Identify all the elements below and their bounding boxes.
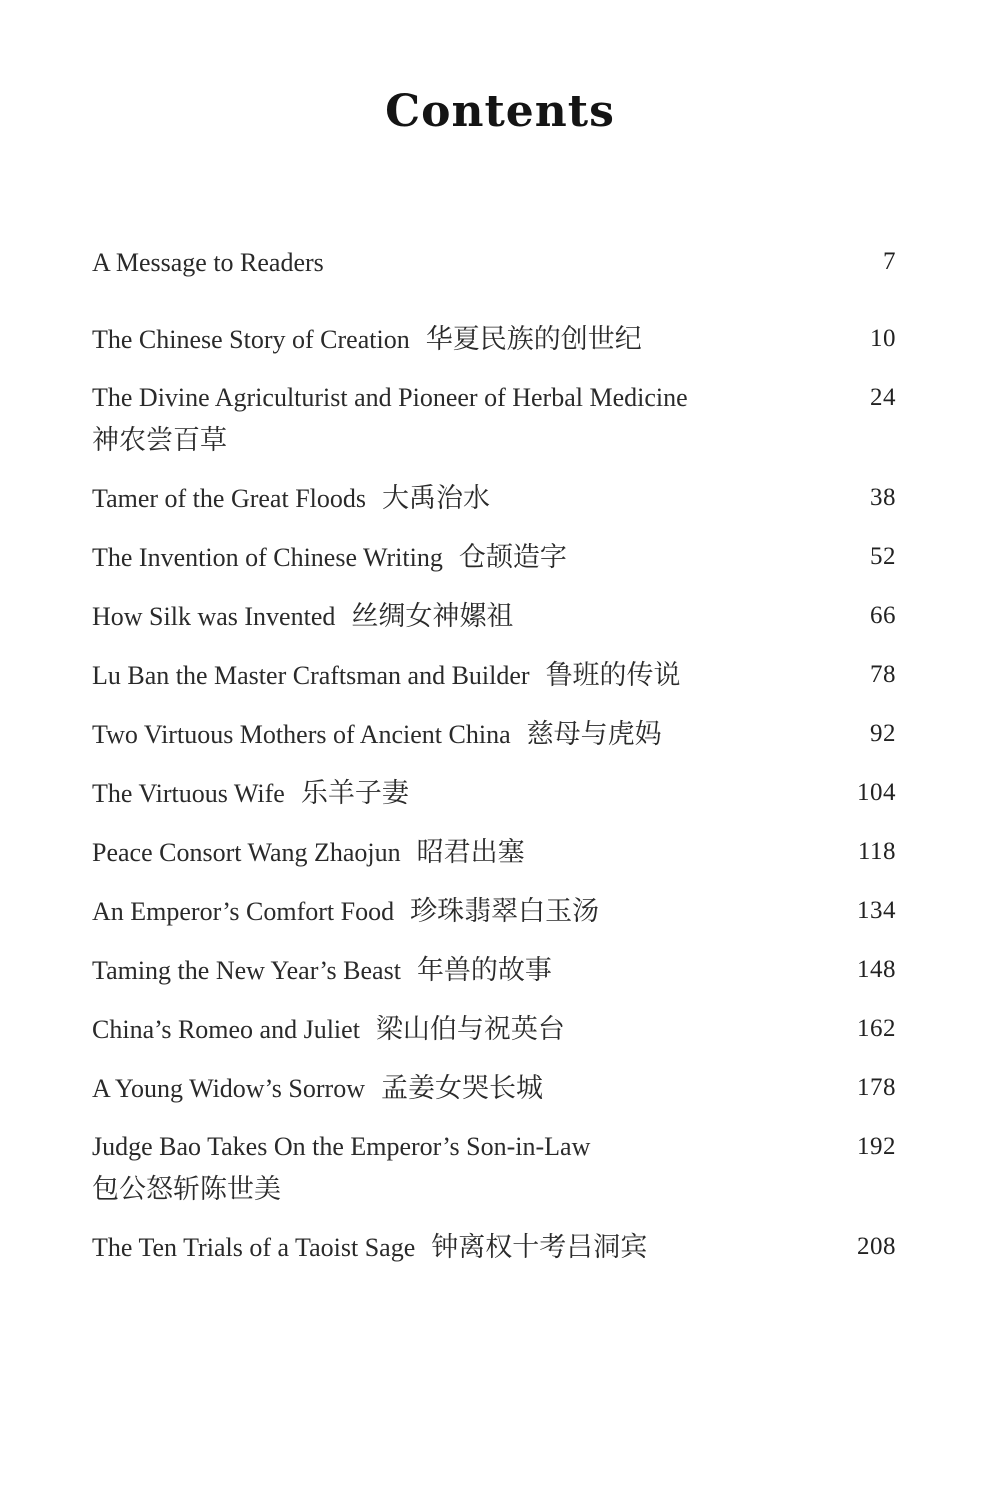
toc-entry (92, 318, 896, 361)
toc-entry-page: 38 (870, 484, 896, 511)
toc-entry-title (92, 536, 567, 579)
toc-entry-title (92, 890, 599, 933)
toc-entry-page: 192 (857, 1133, 896, 1160)
toc-entry-title (92, 949, 552, 992)
toc-entry-page: 92 (870, 720, 896, 747)
toc-entry-title (92, 1008, 565, 1051)
toc-entry-page: 52 (870, 543, 896, 570)
toc-entry-title-en: Peace Consort Wang Zhaojun (92, 838, 401, 867)
toc-entry-title-zh: 包公怒斩陈世美 (92, 1174, 281, 1204)
toc-entry-title-zh: 珍珠翡翠白玉汤 (410, 896, 600, 926)
toc-entry (92, 477, 896, 520)
toc-entry (92, 949, 896, 992)
toc-entry-title-en: Lu Ban the Master Craftsman and Builder (92, 661, 530, 690)
toc-entry-title-zh: 慈母与虎妈 (526, 719, 662, 749)
toc-entry (92, 654, 896, 697)
toc-entry (92, 890, 896, 933)
toc-entry-title (92, 241, 340, 284)
toc-entry-title (92, 713, 662, 756)
toc-entry-title-en: A Young Widow’s Sorrow (92, 1074, 365, 1103)
toc-entry-page: 66 (870, 602, 896, 629)
toc-entry-page: 178 (857, 1074, 896, 1101)
toc-entry-title-zh: 年兽的故事 (416, 955, 552, 985)
toc-entry-title (92, 772, 409, 815)
toc-entry-title-zh: 乐羊子妻 (300, 778, 409, 808)
toc-entry-page: 10 (870, 325, 896, 352)
toc-entry-page: 7 (883, 248, 896, 275)
toc-entry-title-en: Two Virtuous Mothers of Ancient China (92, 720, 511, 749)
toc-entry-title-zh: 昭君出塞 (416, 837, 525, 867)
page-title: Contents (385, 86, 615, 137)
table-of-contents (0, 241, 1000, 1269)
toc-entry-title-zh: 鲁班的传说 (545, 660, 681, 690)
toc-entry-title (92, 1126, 590, 1210)
toc-entry-title (92, 831, 525, 874)
toc-entry-title (92, 654, 681, 697)
toc-entry-title (92, 377, 688, 461)
toc-entry-page: 148 (857, 956, 896, 983)
toc-entry-title-zh: 丝绸女神嫘祖 (351, 601, 514, 631)
toc-entry-title-en: An Emperor’s Comfort Food (92, 897, 395, 926)
toc-entry-title-zh: 梁山伯与祝英台 (375, 1014, 565, 1044)
toc-entry-title-zh: 神农尝百草 (92, 425, 227, 455)
toc-entry (92, 713, 896, 756)
toc-entry (92, 241, 896, 284)
toc-entry (92, 1126, 896, 1210)
toc-entry-title (92, 1226, 647, 1269)
toc-entry (92, 377, 896, 461)
toc-entry-title-zh: 孟姜女哭长城 (380, 1073, 543, 1103)
toc-entry-title-en: The Ten Trials of a Taoist Sage (92, 1233, 416, 1262)
toc-entry (92, 1226, 896, 1269)
toc-entry (92, 1008, 896, 1051)
toc-entry-title-en: China’s Romeo and Juliet (92, 1015, 360, 1044)
toc-entry (92, 772, 896, 815)
toc-entry-page: 134 (857, 897, 896, 924)
toc-entry-title-en: A Message to Readers (92, 248, 324, 277)
toc-entry-title-en: Taming the New Year’s Beast (92, 956, 401, 985)
toc-entry-title-zh: 大禹治水 (382, 483, 490, 513)
toc-entry (92, 595, 896, 638)
toc-entry-title (92, 595, 513, 638)
toc-entry-title-en: The Chinese Story of Creation (92, 325, 410, 354)
toc-entry-title-en: The Virtuous Wife (92, 779, 285, 808)
toc-entry-title-en: Tamer of the Great Floods (92, 484, 366, 513)
toc-entry-title-en: How Silk was Invented (92, 602, 336, 631)
toc-entry (92, 536, 896, 579)
toc-entry-page: 78 (870, 661, 896, 688)
toc-entry-title-zh: 钟离权十考吕洞宾 (431, 1232, 648, 1262)
toc-entry-title-zh: 仓颉造字 (458, 542, 567, 572)
toc-entry-title-en: The Divine Agriculturist and Pioneer of Herbal Medicine (92, 383, 688, 412)
toc-entry-page: 24 (870, 384, 896, 411)
toc-entry-page: 162 (857, 1015, 896, 1042)
toc-entry (92, 1067, 896, 1110)
toc-entry-title (92, 318, 642, 361)
toc-entry (92, 831, 896, 874)
toc-entry-page: 208 (857, 1233, 896, 1260)
toc-entry-title (92, 1067, 543, 1110)
toc-entry-page: 118 (857, 838, 896, 865)
toc-entry-title (92, 477, 490, 520)
toc-entry-title-en: Judge Bao Takes On the Emperor’s Son-in-Law (92, 1132, 591, 1161)
toc-entry-title-en: The Invention of Chinese Writing (92, 543, 443, 572)
toc-entry-title-zh: 华夏民族的创世纪 (425, 324, 642, 354)
toc-entry-page: 104 (857, 779, 896, 806)
